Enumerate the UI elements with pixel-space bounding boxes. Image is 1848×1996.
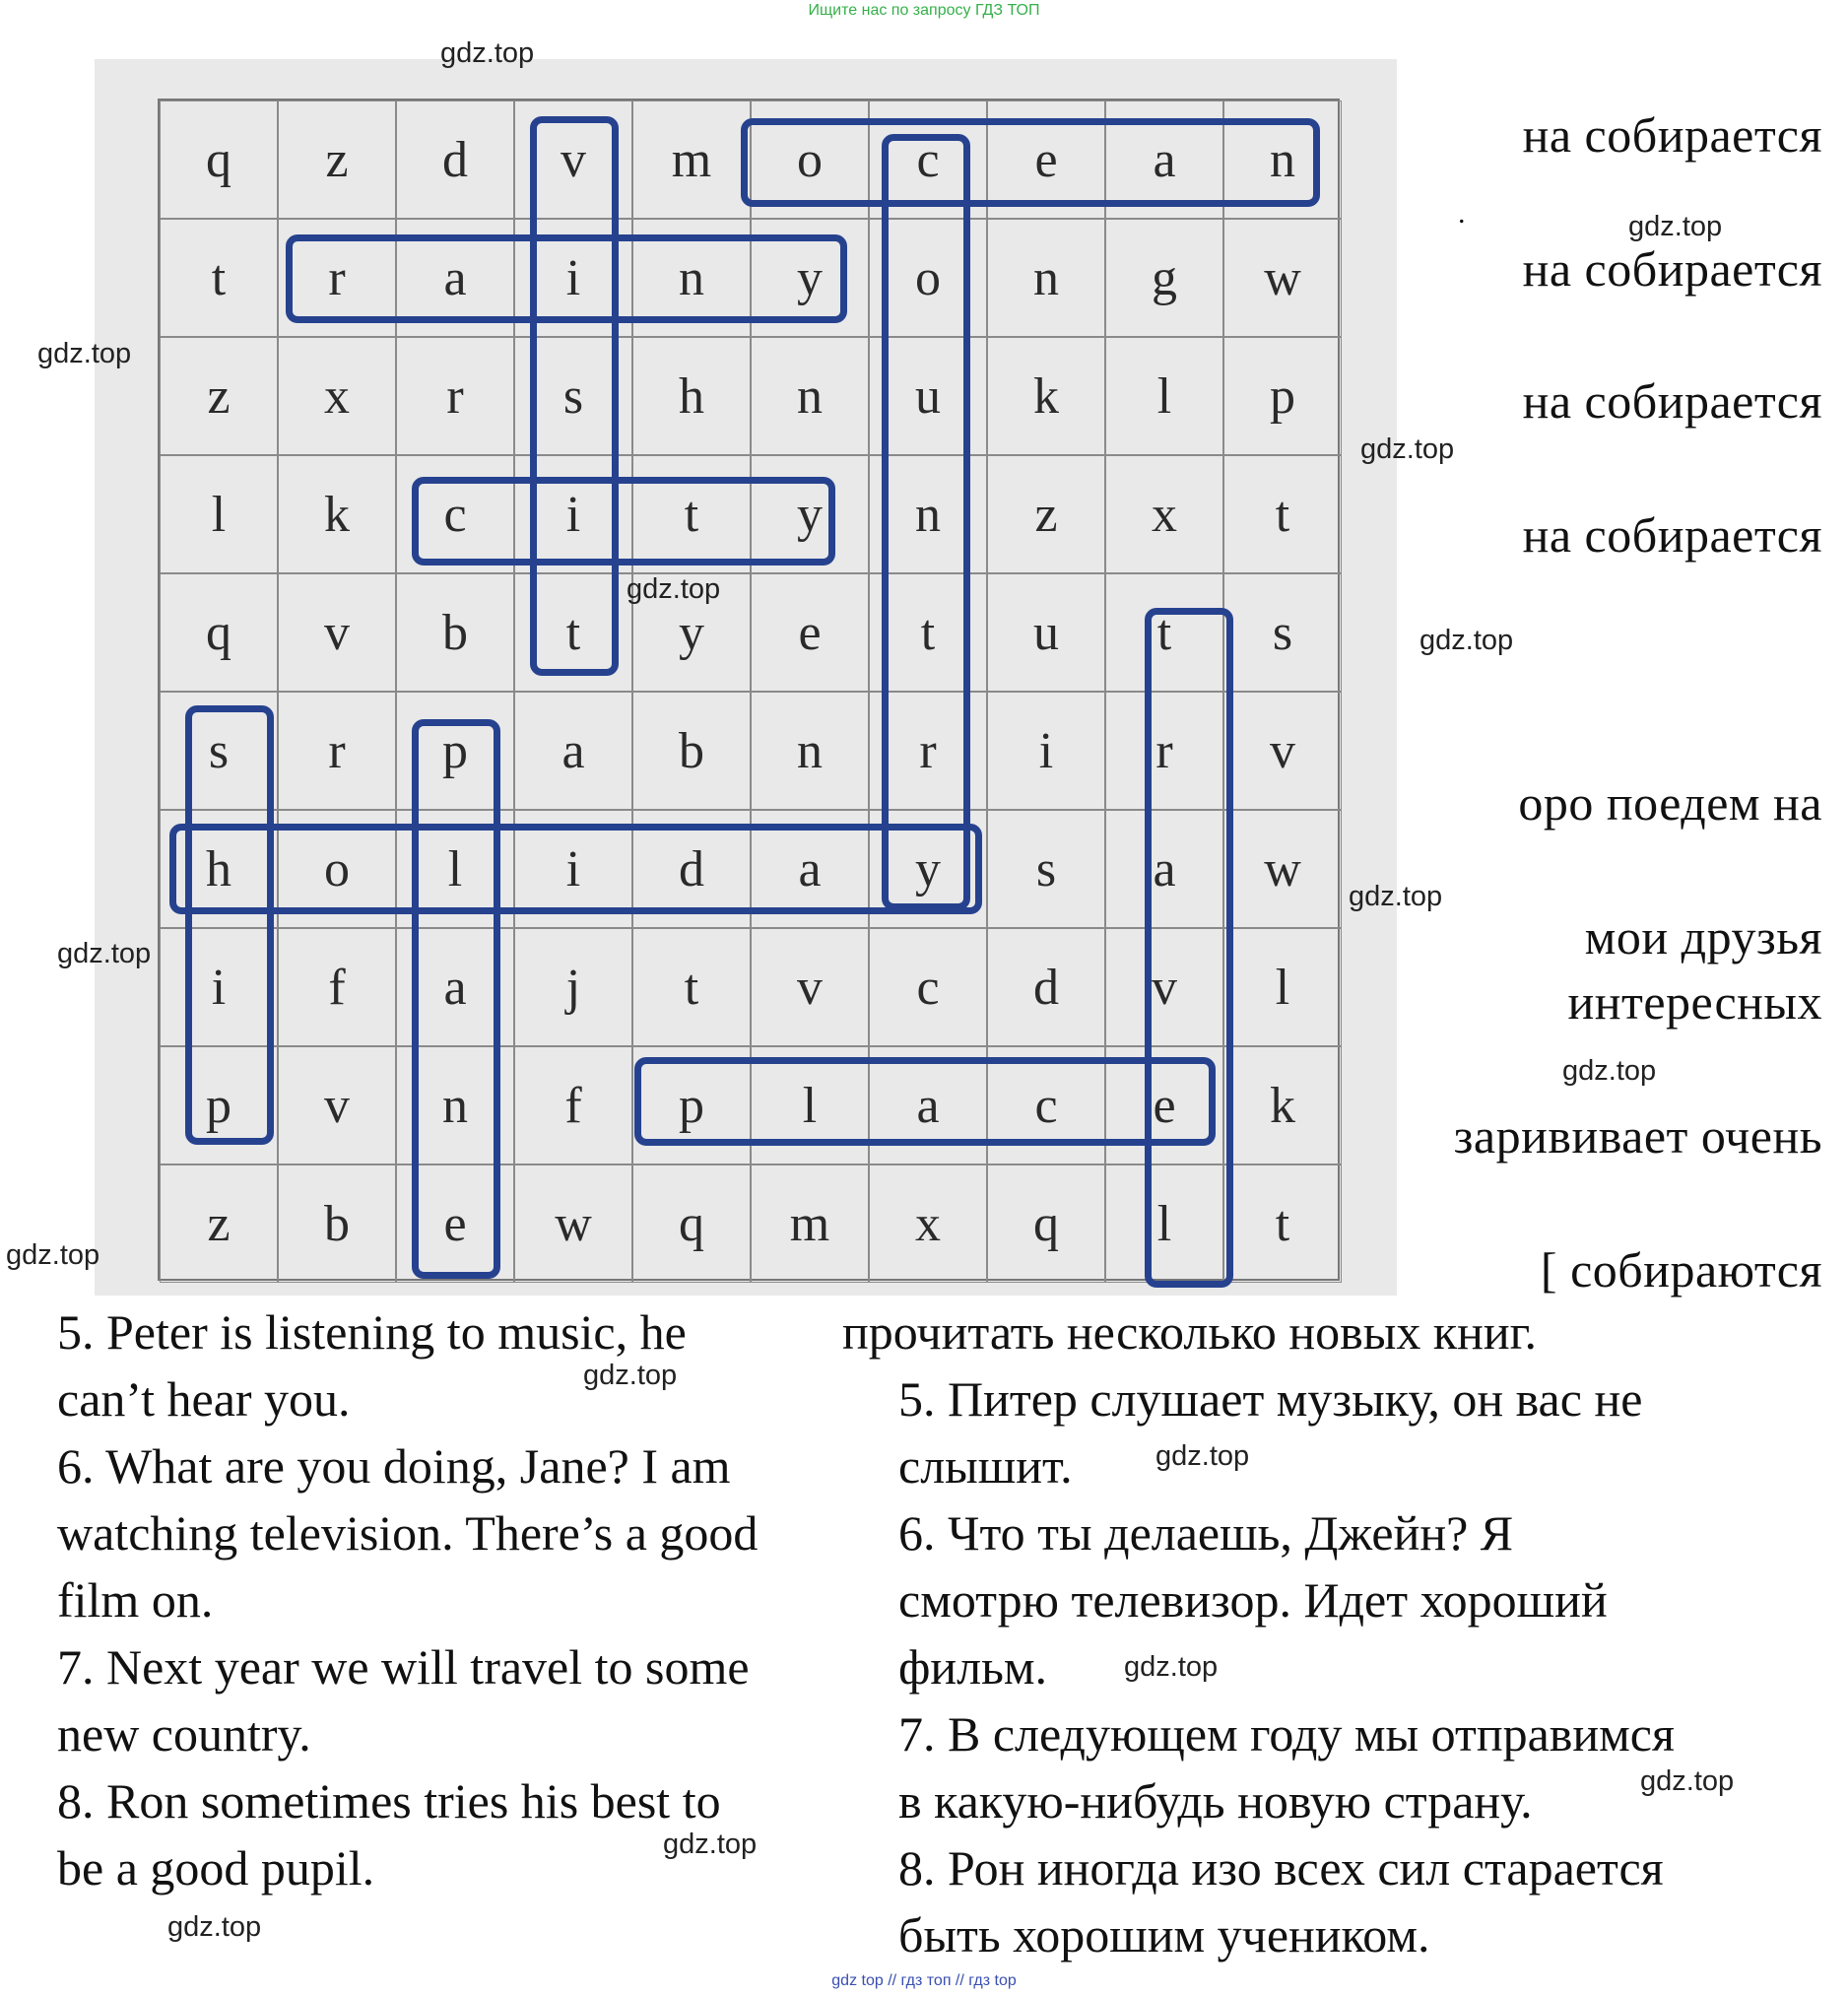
watermark: gdz.top bbox=[167, 1911, 262, 1943]
watermark: gdz.top bbox=[1419, 625, 1514, 656]
watermark: gdz.top bbox=[440, 37, 535, 69]
grid-cell: a bbox=[751, 810, 869, 928]
grid-cell: z bbox=[278, 100, 396, 219]
russian-line: 5. Питер слушает музыку, он вас не bbox=[898, 1371, 1643, 1427]
grid-cell: p bbox=[160, 1046, 278, 1164]
grid-cell: h bbox=[160, 810, 278, 928]
word-box-ocean bbox=[741, 118, 1320, 207]
grid-cell: n bbox=[869, 455, 987, 573]
grid-cell: t bbox=[514, 573, 632, 692]
english-line: 5. Peter is listening to music, he bbox=[57, 1304, 687, 1360]
grid-cell: c bbox=[987, 1046, 1105, 1164]
russian-line: смотрю телевизор. Идет хороший bbox=[898, 1572, 1608, 1628]
grid-cell: m bbox=[751, 1164, 869, 1283]
grid-cell: g bbox=[1105, 219, 1223, 337]
grid-cell: z bbox=[160, 337, 278, 455]
grid-cell: z bbox=[987, 455, 1105, 573]
watermark: gdz.top bbox=[57, 938, 152, 969]
grid-cell: u bbox=[869, 337, 987, 455]
grid-cell: w bbox=[514, 1164, 632, 1283]
grid-cell: p bbox=[1223, 337, 1342, 455]
watermark: gdz.top bbox=[1640, 1765, 1735, 1797]
word-box-travel bbox=[1145, 608, 1233, 1288]
grid-cell: r bbox=[1105, 692, 1223, 810]
grid-cell: x bbox=[869, 1164, 987, 1283]
grid-cell: e bbox=[751, 573, 869, 692]
grid-cell: o bbox=[869, 219, 987, 337]
right-fragment: интересных bbox=[1567, 974, 1822, 1030]
grid-cell: a bbox=[514, 692, 632, 810]
grid-cell: v bbox=[278, 573, 396, 692]
right-fragment: мои друзья bbox=[1584, 909, 1822, 965]
grid-cell: y bbox=[751, 455, 869, 573]
watermark: gdz.top bbox=[1124, 1651, 1219, 1683]
grid-cell: t bbox=[160, 219, 278, 337]
grid-cell: l bbox=[1223, 928, 1342, 1046]
grid-cell: h bbox=[632, 337, 751, 455]
grid-cell: d bbox=[987, 928, 1105, 1046]
english-line: watching television. There’s a good bbox=[57, 1505, 759, 1561]
grid-cell: b bbox=[278, 1164, 396, 1283]
grid-cell: v bbox=[514, 100, 632, 219]
grid-cell: l bbox=[1105, 1164, 1223, 1283]
grid-cell: i bbox=[514, 455, 632, 573]
grid-cell: z bbox=[160, 1164, 278, 1283]
grid-cell: t bbox=[632, 455, 751, 573]
bottom-banner[interactable]: gdz top // гдз топ // гдз top bbox=[831, 1972, 1017, 1989]
grid-cell: p bbox=[396, 692, 514, 810]
grid-cell: c bbox=[869, 100, 987, 219]
russian-line: 6. Что ты делаешь, Джейн? Я bbox=[898, 1505, 1514, 1561]
russian-line: 8. Рон иногда изо всех сил старается bbox=[898, 1840, 1664, 1896]
grid-cell: b bbox=[396, 573, 514, 692]
grid-cell: n bbox=[751, 337, 869, 455]
grid-cell: m bbox=[632, 100, 751, 219]
english-line: film on. bbox=[57, 1572, 214, 1628]
grid-cell: t bbox=[1105, 573, 1223, 692]
right-fragment: на собирается bbox=[1522, 507, 1822, 563]
grid-cell: l bbox=[396, 810, 514, 928]
grid-cell: r bbox=[278, 692, 396, 810]
grid-cell: l bbox=[751, 1046, 869, 1164]
russian-line: фильм. bbox=[898, 1639, 1048, 1695]
grid-cell: d bbox=[632, 810, 751, 928]
grid-cell: a bbox=[1105, 810, 1223, 928]
top-banner[interactable]: Ищите нас по запросу ГДЗ ТОП bbox=[808, 2, 1040, 19]
grid-cell: l bbox=[160, 455, 278, 573]
grid-cell: s bbox=[1223, 573, 1342, 692]
watermark: gdz.top bbox=[1628, 211, 1723, 242]
grid-cell: q bbox=[160, 573, 278, 692]
word-box-holiday bbox=[169, 824, 982, 914]
grid-cell: d bbox=[396, 100, 514, 219]
word-box-place bbox=[634, 1057, 1216, 1146]
watermark: gdz.top bbox=[627, 573, 721, 605]
watermark: gdz.top bbox=[583, 1360, 678, 1391]
right-fragment: на собирается bbox=[1522, 107, 1822, 163]
english-line: can’t hear you. bbox=[57, 1371, 351, 1427]
english-line: 6. What are you doing, Jane? I am bbox=[57, 1438, 731, 1494]
grid-cell: i bbox=[160, 928, 278, 1046]
grid-cell: y bbox=[869, 810, 987, 928]
english-line: new country. bbox=[57, 1706, 311, 1762]
watermark: gdz.top bbox=[6, 1239, 100, 1271]
grid-cell: v bbox=[1105, 928, 1223, 1046]
russian-line: слышит. bbox=[898, 1438, 1073, 1494]
grid-cell: n bbox=[396, 1046, 514, 1164]
grid-cell: v bbox=[278, 1046, 396, 1164]
right-fragment: на собирается bbox=[1522, 373, 1822, 429]
grid-cell: w bbox=[1223, 219, 1342, 337]
grid-cell: a bbox=[869, 1046, 987, 1164]
grid-cell: k bbox=[278, 455, 396, 573]
right-fragment-dot: . bbox=[1458, 197, 1466, 230]
word-box-country bbox=[882, 134, 970, 910]
watermark: gdz.top bbox=[1155, 1440, 1250, 1472]
grid-cell: v bbox=[1223, 692, 1342, 810]
grid-cell: s bbox=[514, 337, 632, 455]
grid-cell: b bbox=[632, 692, 751, 810]
grid-cell: f bbox=[278, 928, 396, 1046]
watermark: gdz.top bbox=[1349, 881, 1443, 912]
grid-cell: n bbox=[987, 219, 1105, 337]
grid-cell: q bbox=[632, 1164, 751, 1283]
english-line: be a good pupil. bbox=[57, 1840, 375, 1896]
grid-cell: a bbox=[1105, 100, 1223, 219]
grid-cell: w bbox=[1223, 810, 1342, 928]
russian-line: быть хорошим учеником. bbox=[898, 1907, 1430, 1963]
grid-cell: q bbox=[160, 100, 278, 219]
grid-cell: a bbox=[396, 928, 514, 1046]
word-box-ship bbox=[185, 705, 274, 1145]
watermark: gdz.top bbox=[37, 338, 132, 369]
right-fragment: зарививает очень bbox=[1453, 1108, 1822, 1164]
watermark: gdz.top bbox=[1360, 433, 1455, 465]
grid-cell: l bbox=[1105, 337, 1223, 455]
grid-cell: e bbox=[396, 1164, 514, 1283]
english-line: 7. Next year we will travel to some bbox=[57, 1639, 750, 1695]
grid-cell: c bbox=[396, 455, 514, 573]
grid-cell: r bbox=[278, 219, 396, 337]
grid-cell: k bbox=[987, 337, 1105, 455]
grid-cell: q bbox=[987, 1164, 1105, 1283]
grid-cell: o bbox=[278, 810, 396, 928]
grid-cell: n bbox=[632, 219, 751, 337]
grid-cell: r bbox=[869, 692, 987, 810]
grid-cell: n bbox=[751, 692, 869, 810]
grid-cell: o bbox=[751, 100, 869, 219]
grid-cell: f bbox=[514, 1046, 632, 1164]
grid-cell: e bbox=[1105, 1046, 1223, 1164]
grid-cell: s bbox=[160, 692, 278, 810]
grid-cell: i bbox=[514, 810, 632, 928]
english-line: 8. Ron sometimes tries his best to bbox=[57, 1773, 721, 1829]
grid-cell: t bbox=[1223, 455, 1342, 573]
watermark: gdz.top bbox=[1562, 1055, 1657, 1087]
watermark: gdz.top bbox=[663, 1829, 758, 1860]
grid-cell: a bbox=[396, 219, 514, 337]
grid-cell: n bbox=[1223, 100, 1342, 219]
grid-cell: c bbox=[869, 928, 987, 1046]
russian-line: 7. В следующем году мы отправимся bbox=[898, 1706, 1675, 1762]
grid-cell: k bbox=[1223, 1046, 1342, 1164]
right-fragment: оро поедем на bbox=[1518, 775, 1822, 831]
grid-cell: j bbox=[514, 928, 632, 1046]
right-fragment: на собирается bbox=[1522, 241, 1822, 297]
grid-cell: i bbox=[987, 692, 1105, 810]
russian-line: прочитать несколько новых книг. bbox=[842, 1304, 1538, 1360]
grid-cell: s bbox=[987, 810, 1105, 928]
grid-cell: t bbox=[869, 573, 987, 692]
grid-cell: u bbox=[987, 573, 1105, 692]
grid-cell: y bbox=[751, 219, 869, 337]
russian-line: в какую-нибудь новую страну. bbox=[898, 1773, 1533, 1829]
grid-cell: i bbox=[514, 219, 632, 337]
grid-cell: r bbox=[396, 337, 514, 455]
right-fragment: [ собираются bbox=[1540, 1242, 1822, 1297]
word-box-city bbox=[412, 477, 835, 566]
word-box-visit bbox=[530, 116, 619, 676]
grid-cell: y bbox=[632, 573, 751, 692]
grid-cell: v bbox=[751, 928, 869, 1046]
grid-cell: x bbox=[278, 337, 396, 455]
grid-cell: x bbox=[1105, 455, 1223, 573]
word-box-plane bbox=[412, 719, 500, 1279]
grid-cell: e bbox=[987, 100, 1105, 219]
grid-cell: p bbox=[632, 1046, 751, 1164]
grid-cell: t bbox=[1223, 1164, 1342, 1283]
grid-cell: t bbox=[632, 928, 751, 1046]
